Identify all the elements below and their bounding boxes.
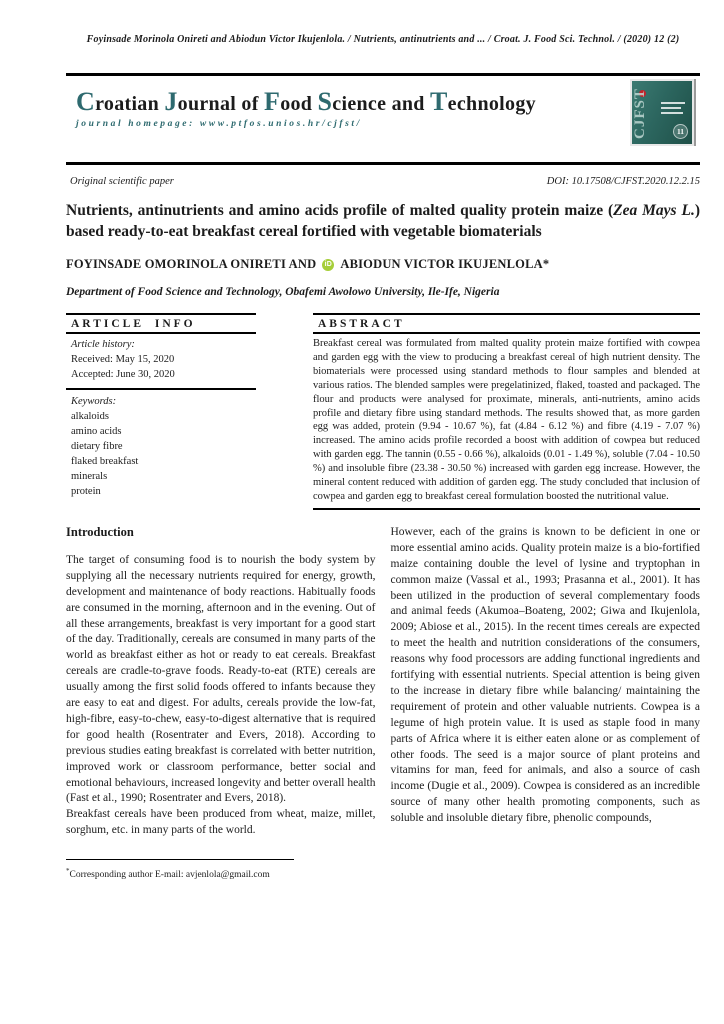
journal-title: Croatian Journal of Food Science and Technology — [76, 87, 536, 116]
info-abstract-section — [66, 313, 700, 510]
abstract-text: Breakfast cereal was formulated from malted quality protein maize fortified with cowpea and garden egg with the view to producing a breakfast cereal of high nutrient density. The biomaterials were processed using standard methods to flour samples and blended at various ratios. The blended samples were pregelatinized, flaked, toasted and packaged. The flour and products were analysed for proximate, minerals, anti-nutrients, amino acids profile and dietary fibre using standard methods. The results showed that, as more garden egg was added, protein (9.94 - 10.67 %), fat (4.84 - 6.12 %) and fibre (4.19 - 7.07 %) increased. The amino acids profile recorded a boost with addition of cowpea but reduced with garden egg. The tannin (0.55 - 0.66 %), alkaloids (0.01 - 1.49 %), soluble (7.04 - 10.50 %) and insoluble fibre (23.38 - 30.50 %) increased with garden egg increase. However, the mineral content reduced with addition of garden egg. The study concluded that inclusion of cowpea and garden egg to breakfast cereal formulation boosted the nutritional value. — [313, 334, 700, 510]
footnote-body: Corresponding author E-mail: avjenlola@gmail.com — [69, 870, 270, 881]
introduction-heading: Introduction — [66, 524, 134, 539]
keyword-item: alkaloids — [71, 411, 109, 422]
article-info-box — [66, 313, 256, 499]
keyword-item: dietary fibre — [71, 441, 123, 452]
orcid-icon[interactable]: iD — [322, 259, 334, 271]
cover-acronym: CJFST — [632, 88, 648, 139]
journal-cover-thumbnail — [630, 79, 694, 146]
keywords-label: Keywords: — [71, 396, 117, 407]
authors-line — [66, 257, 700, 272]
article-history-label: Article history: — [71, 339, 135, 350]
body-paragraph: Breakfast cereals have been produced from wheat, maize, millet, sorghum, etc. in many parts of the world. — [66, 808, 376, 837]
author-second: ABIODUN VICTOR IKUJENLOLA* — [340, 257, 550, 271]
footnote-rule — [66, 859, 294, 860]
journal-masthead — [66, 73, 700, 165]
body-paragraph: The target of consuming food is to nourish the body system by supplying all the necessary nutrients required for energy, growth, development and maintenance of body reactions. Habitually foods are consumed in the morning, afternoon and in the evening. Out of all these arrangements, breakfast is very important for a good start of the day. Traditionally, cereals are consumed in many parts of the world as breakfast either as hot or ready to eat cereals. Breakfast cereals are cradle-to-grave foods. Ready-to-eat (RTE) cereals are usually among the first solid foods offered to infants because they are easy to eat and digest. For adults, cereals provide the low-fat, high-fibre, easy-to-chew, easy-to-digest alternative that is required for good health (Rosentrater and Evers, 2018). According to previous studies eating breakfast is correlated with better nutrition, improved work or classroom performance, better social and emotional behaviours, increased longevity and better overall health (Fast et al., 1990; Rosentrater and Evers, 2018). — [66, 553, 376, 805]
meta-row — [66, 176, 700, 187]
keywords-box — [66, 390, 256, 499]
introduction-section — [66, 525, 700, 882]
affiliation-line: Department of Food Science and Technology, Obafemi Awolowo University, Ile-Ife, Nigeria — [66, 286, 500, 298]
author-first: FOYINSADE OMORINOLA ONIRETI AND — [66, 257, 317, 271]
body-paragraph: However, each of the grains is known to be deficient in one or more essential amino acids. Quality protein maize is a bio-fortified maize containing double the level of lysine and tryptophan in common maize (Vassal et al., 1993; Prasanna et al., 2001). It has been utilized in the production of several complementary foods and animal feeds (Akumoa–Boateng, 2002; Giwa and Ikujenlola, 2009; Abiose et al., 2015). In the recent times cereals are expected to meet the health and nutrition considerations of the consumers, reasons why food processors are adding functional ingredients and fortifying with essential nutrients. Special attention is being given to the increase in dietary fibre while balancing/ maintaining the requirement of protein and other valuable nutrients. Cowpea is a legume of high protein value. It is used as staple food in many parts of Africa where it is either eaten alone or as complement of other foods. The seed is a major source of plant proteins and vitamins for man, feed for animals, and also a source of cash income (Dugie et al., 2009). Cowpea is considered as an incredible source of many other health promoting components, such as soluble and insoluble dietary fibre, phenolic compounds, — [390, 525, 700, 825]
cover-title-lines — [661, 102, 685, 117]
running-head: Foyinsade Morinola Onireti and Abiodun Victor Ikujenlola. / Nutrients, antinutrients and ... / Croat. J. Food Sci. Technol. / (2020) 12 (2) — [86, 34, 680, 45]
doi-label: DOI: 10.17508/CJFST.2020.12.2.15 — [546, 176, 700, 187]
article-info-header: ARTICLE INFO — [66, 315, 256, 334]
article-title: Nutrients, antinutrients and amino acids profile of malted quality protein maize (Zea Mays L.) based ready-to-eat breakfast cereal fortified with vegetable biomaterials — [66, 202, 700, 240]
article-type-label: Original scientific paper — [70, 176, 174, 187]
keyword-item: minerals — [71, 471, 108, 482]
intro-left-column — [66, 525, 376, 882]
keyword-item: protein — [71, 486, 101, 497]
intro-right-paragraphs — [391, 525, 701, 827]
received-date: Received: May 15, 2020 — [71, 354, 175, 365]
keyword-item: amino acids — [71, 426, 122, 437]
footnote — [66, 859, 376, 882]
article-history — [66, 334, 256, 390]
intro-left-paragraphs — [66, 553, 376, 839]
intro-right-column — [391, 525, 701, 882]
keywords-list — [71, 409, 256, 499]
footnote-text — [66, 867, 270, 881]
cover-issue-badge: 11 — [673, 124, 688, 139]
keyword-item: flaked breakfast — [71, 456, 139, 467]
accepted-date: Accepted: June 30, 2020 — [71, 369, 175, 380]
footnote-marker: * — [66, 867, 70, 876]
abstract-box — [313, 313, 700, 510]
abstract-header: ABSTRACT — [313, 315, 700, 334]
journal-homepage-link[interactable]: journal homepage: www.ptfos.unios.hr/cjfst/ — [76, 119, 362, 129]
